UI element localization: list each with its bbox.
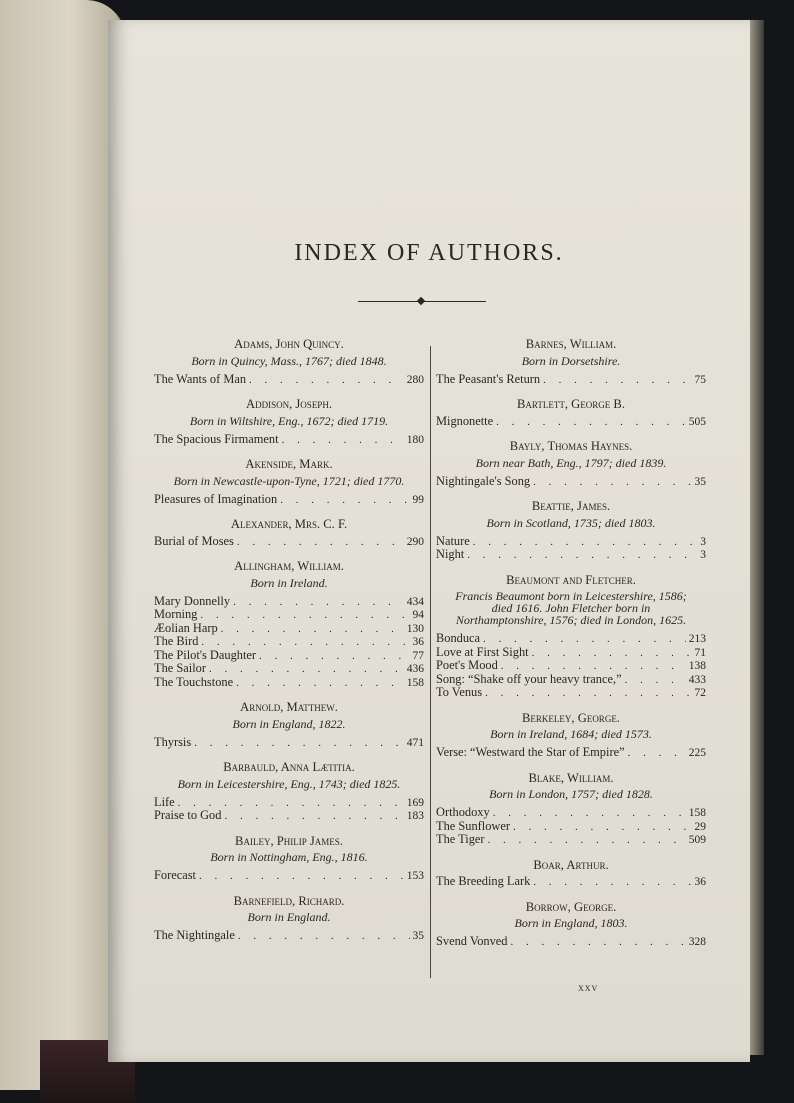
column-divider — [430, 346, 431, 978]
poem-page-number: 434 — [406, 595, 424, 608]
book-page — [108, 20, 750, 1062]
poem-title: The Bird — [154, 634, 199, 648]
poem-entry — [154, 595, 424, 609]
poem-page-number: 471 — [406, 736, 424, 749]
dot-leader — [485, 687, 691, 700]
dot-leader — [199, 870, 404, 883]
poem-page-number: 328 — [688, 936, 706, 948]
author-entry — [436, 574, 706, 700]
author-entry — [154, 835, 424, 883]
poem-page-number: 138 — [688, 660, 706, 672]
left-column — [154, 338, 424, 955]
author-name: Blake, William. — [528, 770, 614, 785]
author-name: Akenside, Mark. — [245, 457, 333, 471]
poem-title: Morning — [154, 607, 198, 621]
poem-page-number: 35 — [694, 475, 706, 488]
dot-leader — [510, 936, 685, 949]
dot-leader — [533, 476, 691, 489]
poem-page-number: 75 — [694, 373, 706, 386]
poem-page-number: 158 — [688, 807, 706, 819]
dot-leader — [625, 674, 686, 687]
author-bio: Born in Wiltshire, Eng., 1672; died 1719. — [189, 413, 389, 428]
poem-entry — [436, 806, 706, 820]
poem-page-number: 158 — [406, 676, 424, 689]
poem-title: Life — [154, 794, 175, 809]
poem-page-number: 29 — [694, 820, 706, 833]
author-bio: Born in London, 1757; died 1828. — [489, 787, 653, 801]
poem-entry — [436, 686, 706, 700]
poem-entry — [154, 809, 424, 823]
poem-entry — [436, 820, 706, 834]
poem-entry — [154, 796, 424, 810]
poem-title: Night — [436, 547, 465, 561]
poem-title: The Breeding Lark — [436, 874, 531, 888]
poem-page-number: 433 — [688, 673, 706, 686]
poem-page-number: 35 — [412, 930, 424, 942]
poem-entry — [436, 646, 706, 660]
author-name: Berkeley, George. — [522, 710, 620, 725]
poem-page-number: 505 — [688, 415, 706, 428]
author-bio: Born in Scotland, 1735; died 1803. — [486, 515, 656, 530]
poem-title: Thyrsis — [154, 734, 192, 749]
dot-leader — [543, 374, 691, 387]
author-bio: Born in England, 1822. — [232, 716, 346, 731]
author-name: Barbauld, Anna Lætitia. — [223, 760, 355, 774]
poem-title: Pleasures of Imagination — [154, 491, 278, 506]
author-entry — [436, 338, 706, 386]
poem-page-number: 36 — [694, 876, 706, 888]
dot-leader — [628, 747, 686, 760]
poem-entry — [436, 415, 706, 429]
poem-entry — [436, 475, 706, 489]
poem-page-number: 130 — [406, 622, 424, 635]
poem-title: The Wants of Man — [154, 371, 247, 386]
author-entry — [154, 458, 424, 506]
author-name: Barnefield, Richard. — [233, 893, 345, 908]
poem-entry — [436, 373, 706, 387]
poem-page-number: 71 — [694, 646, 706, 659]
dot-leader — [238, 930, 410, 943]
dot-leader — [496, 416, 686, 429]
poem-page-number: 153 — [406, 870, 424, 882]
poem-entry — [436, 659, 706, 673]
poem-title: Æolian Harp — [154, 620, 218, 635]
dot-leader — [282, 434, 404, 447]
dot-leader — [237, 536, 404, 549]
poem-entry — [436, 875, 706, 889]
author-entry — [436, 712, 706, 760]
poem-page-number: 36 — [412, 636, 424, 648]
poem-title: To Venus — [436, 685, 483, 699]
author-bio: Born in England. — [247, 910, 331, 924]
poem-title: Forecast — [154, 868, 196, 882]
author-entry — [436, 772, 706, 847]
poem-title: Bonduca — [436, 631, 481, 645]
author-name: Addison, Joseph. — [246, 397, 332, 411]
poem-entry — [154, 736, 424, 750]
author-name: Bailey, Philip James. — [235, 833, 343, 848]
author-entry — [154, 761, 424, 823]
poem-entry — [154, 608, 424, 622]
author-name: Bayly, Thomas Haynes. — [509, 439, 633, 453]
author-name: Arnold, Matthew. — [240, 700, 338, 714]
poem-page-number: 77 — [412, 649, 424, 662]
poem-entry — [154, 535, 424, 549]
poem-entry — [436, 746, 706, 760]
poem-page-number: 290 — [406, 535, 424, 548]
author-bio: Born in Ireland, 1684; died 1573. — [490, 727, 652, 741]
author-entry — [154, 560, 424, 689]
poem-title: Nature — [436, 533, 470, 548]
author-bio: Born in England, 1803. — [514, 916, 628, 930]
poem-page-number: 509 — [688, 834, 706, 846]
author-entry — [154, 338, 424, 386]
dot-leader — [209, 663, 404, 676]
page-number: xxv — [578, 982, 599, 994]
poem-entry — [436, 833, 706, 847]
author-bio: Born in Ireland. — [250, 575, 328, 590]
poem-title: Nightingale's Song — [436, 473, 531, 488]
author-name: Beaumont and Fletcher. — [506, 572, 636, 587]
page-title: INDEX OF AUTHORS. — [294, 240, 564, 266]
dot-leader — [280, 494, 409, 507]
author-entry — [436, 901, 706, 949]
author-name: Barnes, William. — [525, 337, 617, 351]
author-bio: Born in Nottingham, Eng., 1816. — [210, 850, 368, 864]
poem-entry — [154, 676, 424, 690]
author-bio: Born in Dorsetshire. — [521, 353, 621, 368]
poem-page-number: 169 — [406, 796, 424, 809]
author-bio: Born in Quincy, Mass., 1767; died 1848. — [191, 353, 387, 368]
poem-entry — [154, 662, 424, 676]
dot-leader — [233, 596, 404, 609]
dot-leader — [513, 821, 692, 834]
poem-entry — [436, 535, 706, 549]
title-ornament-diamond — [417, 297, 425, 305]
poem-entry — [436, 673, 706, 687]
author-bio: Born near Bath, Eng., 1797; died 1839. — [475, 455, 667, 470]
dot-leader — [488, 834, 686, 847]
dot-leader — [201, 636, 409, 649]
poem-title: The Spacious Firmament — [154, 431, 279, 446]
poem-page-number: 280 — [406, 373, 424, 386]
poem-entry — [154, 929, 424, 943]
page-edge-shadow — [750, 20, 764, 1055]
author-entry — [436, 440, 706, 488]
author-bio: Born in Leicestershire, Eng., 1743; died 1825. — [177, 776, 401, 791]
dot-leader — [221, 623, 404, 636]
poem-title: Burial of Moses — [154, 533, 234, 548]
author-entry — [154, 518, 424, 548]
poem-page-number: 3 — [700, 549, 706, 561]
poem-title: Mary Donnelly — [154, 593, 231, 608]
poem-title: The Sunflower — [436, 818, 510, 833]
dot-leader — [473, 536, 698, 549]
author-entry — [436, 859, 706, 889]
poem-page-number: 213 — [688, 633, 706, 645]
poem-title: Mignonette — [436, 413, 494, 428]
author-entry — [154, 398, 424, 446]
poem-title: Love at First Sight — [436, 644, 529, 659]
dot-leader — [200, 609, 409, 622]
poem-entry — [154, 649, 424, 663]
poem-title: The Nightingale — [154, 928, 235, 942]
dot-leader — [194, 737, 404, 750]
poem-page-number: 436 — [406, 663, 424, 675]
poem-page-number: 225 — [688, 747, 706, 759]
poem-title: Song: “Shake off your heavy trance,” — [436, 671, 622, 686]
dot-leader — [224, 810, 403, 823]
dot-leader — [467, 549, 697, 562]
poem-title: The Pilot's Daughter — [154, 647, 257, 662]
poem-title: Poet's Mood — [436, 658, 498, 672]
dot-leader — [532, 647, 692, 660]
poem-title: Svend Vonved — [436, 934, 508, 948]
dot-leader — [259, 650, 409, 663]
poem-entry — [154, 433, 424, 447]
poem-title: Orthodoxy — [436, 805, 490, 819]
poem-entry — [154, 373, 424, 387]
author-bio: Born in Newcastle-upon-Tyne, 1721; died 1770. — [173, 473, 405, 488]
dot-leader — [493, 807, 686, 820]
dot-leader — [483, 633, 686, 646]
poem-page-number: 94 — [412, 609, 424, 621]
poem-page-number: 99 — [412, 493, 424, 506]
author-entry — [154, 701, 424, 749]
poem-entry — [154, 635, 424, 649]
dot-leader — [501, 660, 686, 673]
author-name: Boar, Arthur. — [533, 857, 609, 872]
poem-title: The Tiger — [436, 832, 485, 846]
author-name: Alexander, Mrs. C. F. — [230, 517, 348, 531]
poem-page-number: 3 — [700, 535, 706, 548]
author-entry — [436, 398, 706, 428]
author-name: Beattie, James. — [531, 499, 611, 513]
author-bio: Francis Beaumont born in Leicestershire, 1586; died 1616. John Fletcher born in Northamptonshire, 1576; died in London, 1625. — [455, 589, 687, 627]
author-name: Borrow, George. — [525, 899, 617, 914]
poem-entry — [154, 493, 424, 507]
poem-entry — [154, 622, 424, 636]
poem-title: The Sailor — [154, 661, 206, 675]
poem-title: Verse: “Westward the Star of Empire” — [436, 745, 625, 759]
author-entry — [436, 500, 706, 562]
dot-leader — [533, 876, 691, 889]
poem-title: The Touchstone — [154, 674, 234, 689]
poem-page-number: 180 — [406, 433, 424, 446]
author-name: Allingham, William. — [234, 559, 344, 573]
author-entry — [154, 895, 424, 943]
poem-title: The Peasant's Return — [436, 371, 541, 386]
dot-leader — [249, 374, 404, 387]
poem-entry — [436, 548, 706, 562]
poem-entry — [436, 632, 706, 646]
poem-entry — [154, 869, 424, 883]
poem-entry — [436, 935, 706, 949]
author-name: Adams, John Quincy. — [234, 337, 344, 351]
poem-title: Praise to God — [154, 808, 222, 822]
right-column — [436, 338, 706, 961]
author-name: Bartlett, George B. — [517, 397, 625, 411]
poem-page-number: 72 — [694, 687, 706, 699]
poem-page-number: 183 — [406, 810, 424, 822]
dot-leader — [236, 677, 404, 690]
